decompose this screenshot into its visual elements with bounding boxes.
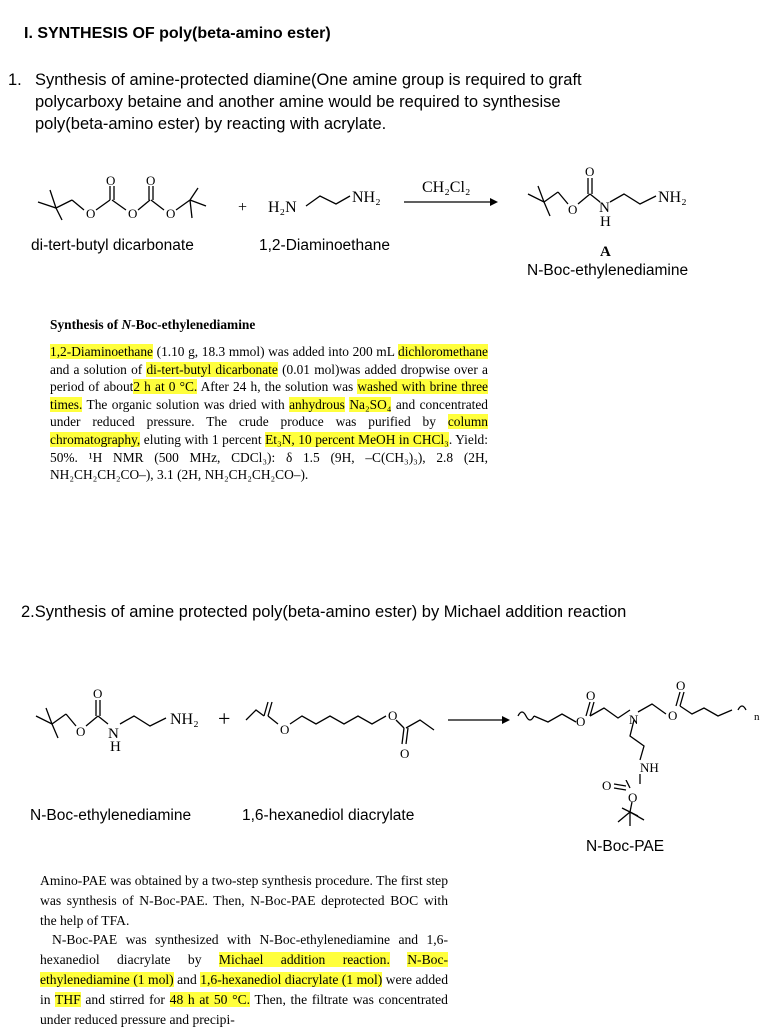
paragraph-text: and concentrated under reduced pressure. The crude produce was purified by <box>50 396 488 430</box>
h-label: H <box>110 739 121 755</box>
oxygen-label: O <box>602 780 612 793</box>
highlighted-text: 1,6-hexanediol diacrylate (1 mol) <box>200 971 383 987</box>
reaction-arrowhead <box>490 198 498 206</box>
procedure1-title <box>50 317 255 333</box>
label-n-boc-ethylenediamine: N-Boc-ethylenediamine <box>527 262 689 279</box>
n-boc-pae-structure <box>518 692 746 784</box>
oxygen-label: O <box>586 688 596 703</box>
section-title: I. SYNTHESIS OF poly(beta-amino ester) <box>24 25 331 42</box>
paragraph-text: The organic solution was dried with <box>82 396 290 412</box>
oxygen-label: O <box>280 722 290 737</box>
highlighted-text: anhydrous <box>289 396 345 412</box>
oxygen-label: O <box>628 790 638 805</box>
boc-group-pae <box>600 780 680 830</box>
oxygen-label: O <box>668 708 678 723</box>
procedure1-title-prefix: Synthesis of <box>50 317 122 332</box>
reaction-arrowhead-2 <box>502 716 510 724</box>
paragraph-text: (0.01 mol)was added dropwise over a period of about <box>50 361 488 395</box>
paragraph-text: . Yield: 50%. ¹H NMR (500 MHz, CDCl₃): δ 1.5 (9H, –C(CH₃)₃), 2.8 (2H, NH₂CH₂CH₂CO–), 3.1 (2H, NH₂CH₂CH₂CO–). <box>50 431 488 483</box>
highlighted-text: Michael addition reaction. <box>218 952 390 968</box>
step1-heading <box>8 69 728 135</box>
procedure1-title-suffix: -Boc-ethylenediamine <box>131 317 256 332</box>
highlighted-text: 1,2-Diaminoethane <box>50 344 153 359</box>
highlighted-text: di-tert-butyl dicarbonate <box>146 361 278 377</box>
paragraph-text: N-Boc-PAE was synthesized with N-Boc-ethylenediamine and 1,6-hexanediol diacrylate by <box>40 932 448 968</box>
highlighted-text: Na₂SO₄ <box>349 396 392 412</box>
paragraph-text: and <box>173 971 201 987</box>
solvent-label: CH₂Cl₂ <box>422 179 471 196</box>
product-h: H <box>600 214 611 230</box>
step1-line-2: polycarboxy betaine and another amine would be required to synthesise <box>35 93 561 111</box>
nh2-label: NH₂ <box>170 711 199 728</box>
highlighted-text: 48 h at 50 °C. <box>169 991 251 1007</box>
oxygen-label: O <box>568 202 578 217</box>
boc-ethylenediamine-structure <box>528 178 656 216</box>
oxygen-label: O <box>86 206 96 221</box>
highlighted-text: dichloromethane <box>398 344 488 359</box>
highlighted-text: column chromatography, <box>50 414 488 447</box>
step2-heading: 2.Synthesis of amine protected poly(beta-amino ester) by Michael addition reaction <box>21 603 627 621</box>
reagent-nh2: NH₂ <box>352 189 381 206</box>
oxygen-label: O <box>388 708 398 723</box>
hexanediol-diacrylate-structure <box>246 702 434 744</box>
paragraph-text: After 24 h, the solution was <box>197 379 358 395</box>
step1-number: 1. <box>8 71 22 89</box>
oxygen-label: O <box>576 714 586 729</box>
procedure2-text <box>40 871 448 1029</box>
paragraph-text: and stirred for <box>80 991 170 1007</box>
product-n: N <box>599 200 610 216</box>
label-di-tert-butyl-dicarbonate: di-tert-butyl dicarbonate <box>31 237 194 254</box>
n-label: N <box>108 726 119 742</box>
repeat-subscript: n <box>754 711 760 723</box>
paragraph-text: were added in <box>40 971 448 1007</box>
plus-sign: + <box>218 706 231 731</box>
nh-label: NH <box>640 760 659 775</box>
compound-letter: A <box>600 244 611 260</box>
paragraph-text: eluting with 1 percent <box>140 431 266 447</box>
label-hexanediol-diacrylate: 1,6-hexanediol diacrylate <box>242 807 415 824</box>
ethylene-chain <box>306 196 350 206</box>
procedure1-text <box>50 343 488 484</box>
oxygen-label: O <box>128 206 138 221</box>
highlighted-text: Et₃N, 10 percent MeOH in CHCl₃ <box>265 431 449 447</box>
boc-anhydride-structure <box>38 186 206 220</box>
oxygen-label: O <box>676 680 686 693</box>
paragraph-text: and a solution of <box>50 361 147 377</box>
paragraph-text: Amino-PAE was obtained by a two-step synthesis procedure. The first step was synthesis of N-Boc-PAE. Then, N-Boc-PAE deprotected BOC with the help of TFA. <box>40 873 448 928</box>
boc-ethylenediamine-structure-2 <box>36 700 166 738</box>
label-diaminoethane: 1,2-Diaminoethane <box>259 237 390 254</box>
label-n-boc-pae: N-Boc-PAE <box>586 838 665 855</box>
paragraph-text: (1.10 g, 18.3 mmol) was added into 200 mL <box>153 344 399 359</box>
highlighted-text: 2 h at 0 °C. <box>133 379 198 395</box>
step1-line-3: poly(beta-amino ester) by reacting with acrylate. <box>35 115 387 133</box>
paragraph-text <box>390 952 407 967</box>
highlighted-text: washed with brine three times. <box>50 379 488 412</box>
paragraph-text: Then, the filtrate was concentrated under reduced pressure and precipi- <box>40 991 448 1027</box>
oxygen-label: O <box>146 173 156 188</box>
reagent-h2n: H₂N <box>268 199 297 216</box>
oxygen-label: O <box>400 746 410 761</box>
label-n-boc-ethylenediamine-2: N-Boc-ethylenediamine <box>30 807 192 824</box>
highlighted-text: THF <box>55 991 81 1007</box>
oxygen-label: O <box>585 164 595 179</box>
oxygen-label: O <box>106 173 116 188</box>
highlighted-text: N-Boc-ethylenediamine (1 mol) <box>40 952 449 987</box>
plus-sign: + <box>238 199 248 216</box>
oxygen-label: O <box>166 206 176 221</box>
oxygen-label: O <box>93 686 103 701</box>
product-nh2: NH₂ <box>658 189 687 206</box>
center-n-label: N <box>629 712 639 727</box>
reaction2-scheme <box>0 680 768 790</box>
procedure1-title-italic: N <box>121 317 132 332</box>
step1-line-1: Synthesis of amine-protected diamine(One amine group is required to graft <box>35 71 582 89</box>
oxygen-label: O <box>76 724 86 739</box>
